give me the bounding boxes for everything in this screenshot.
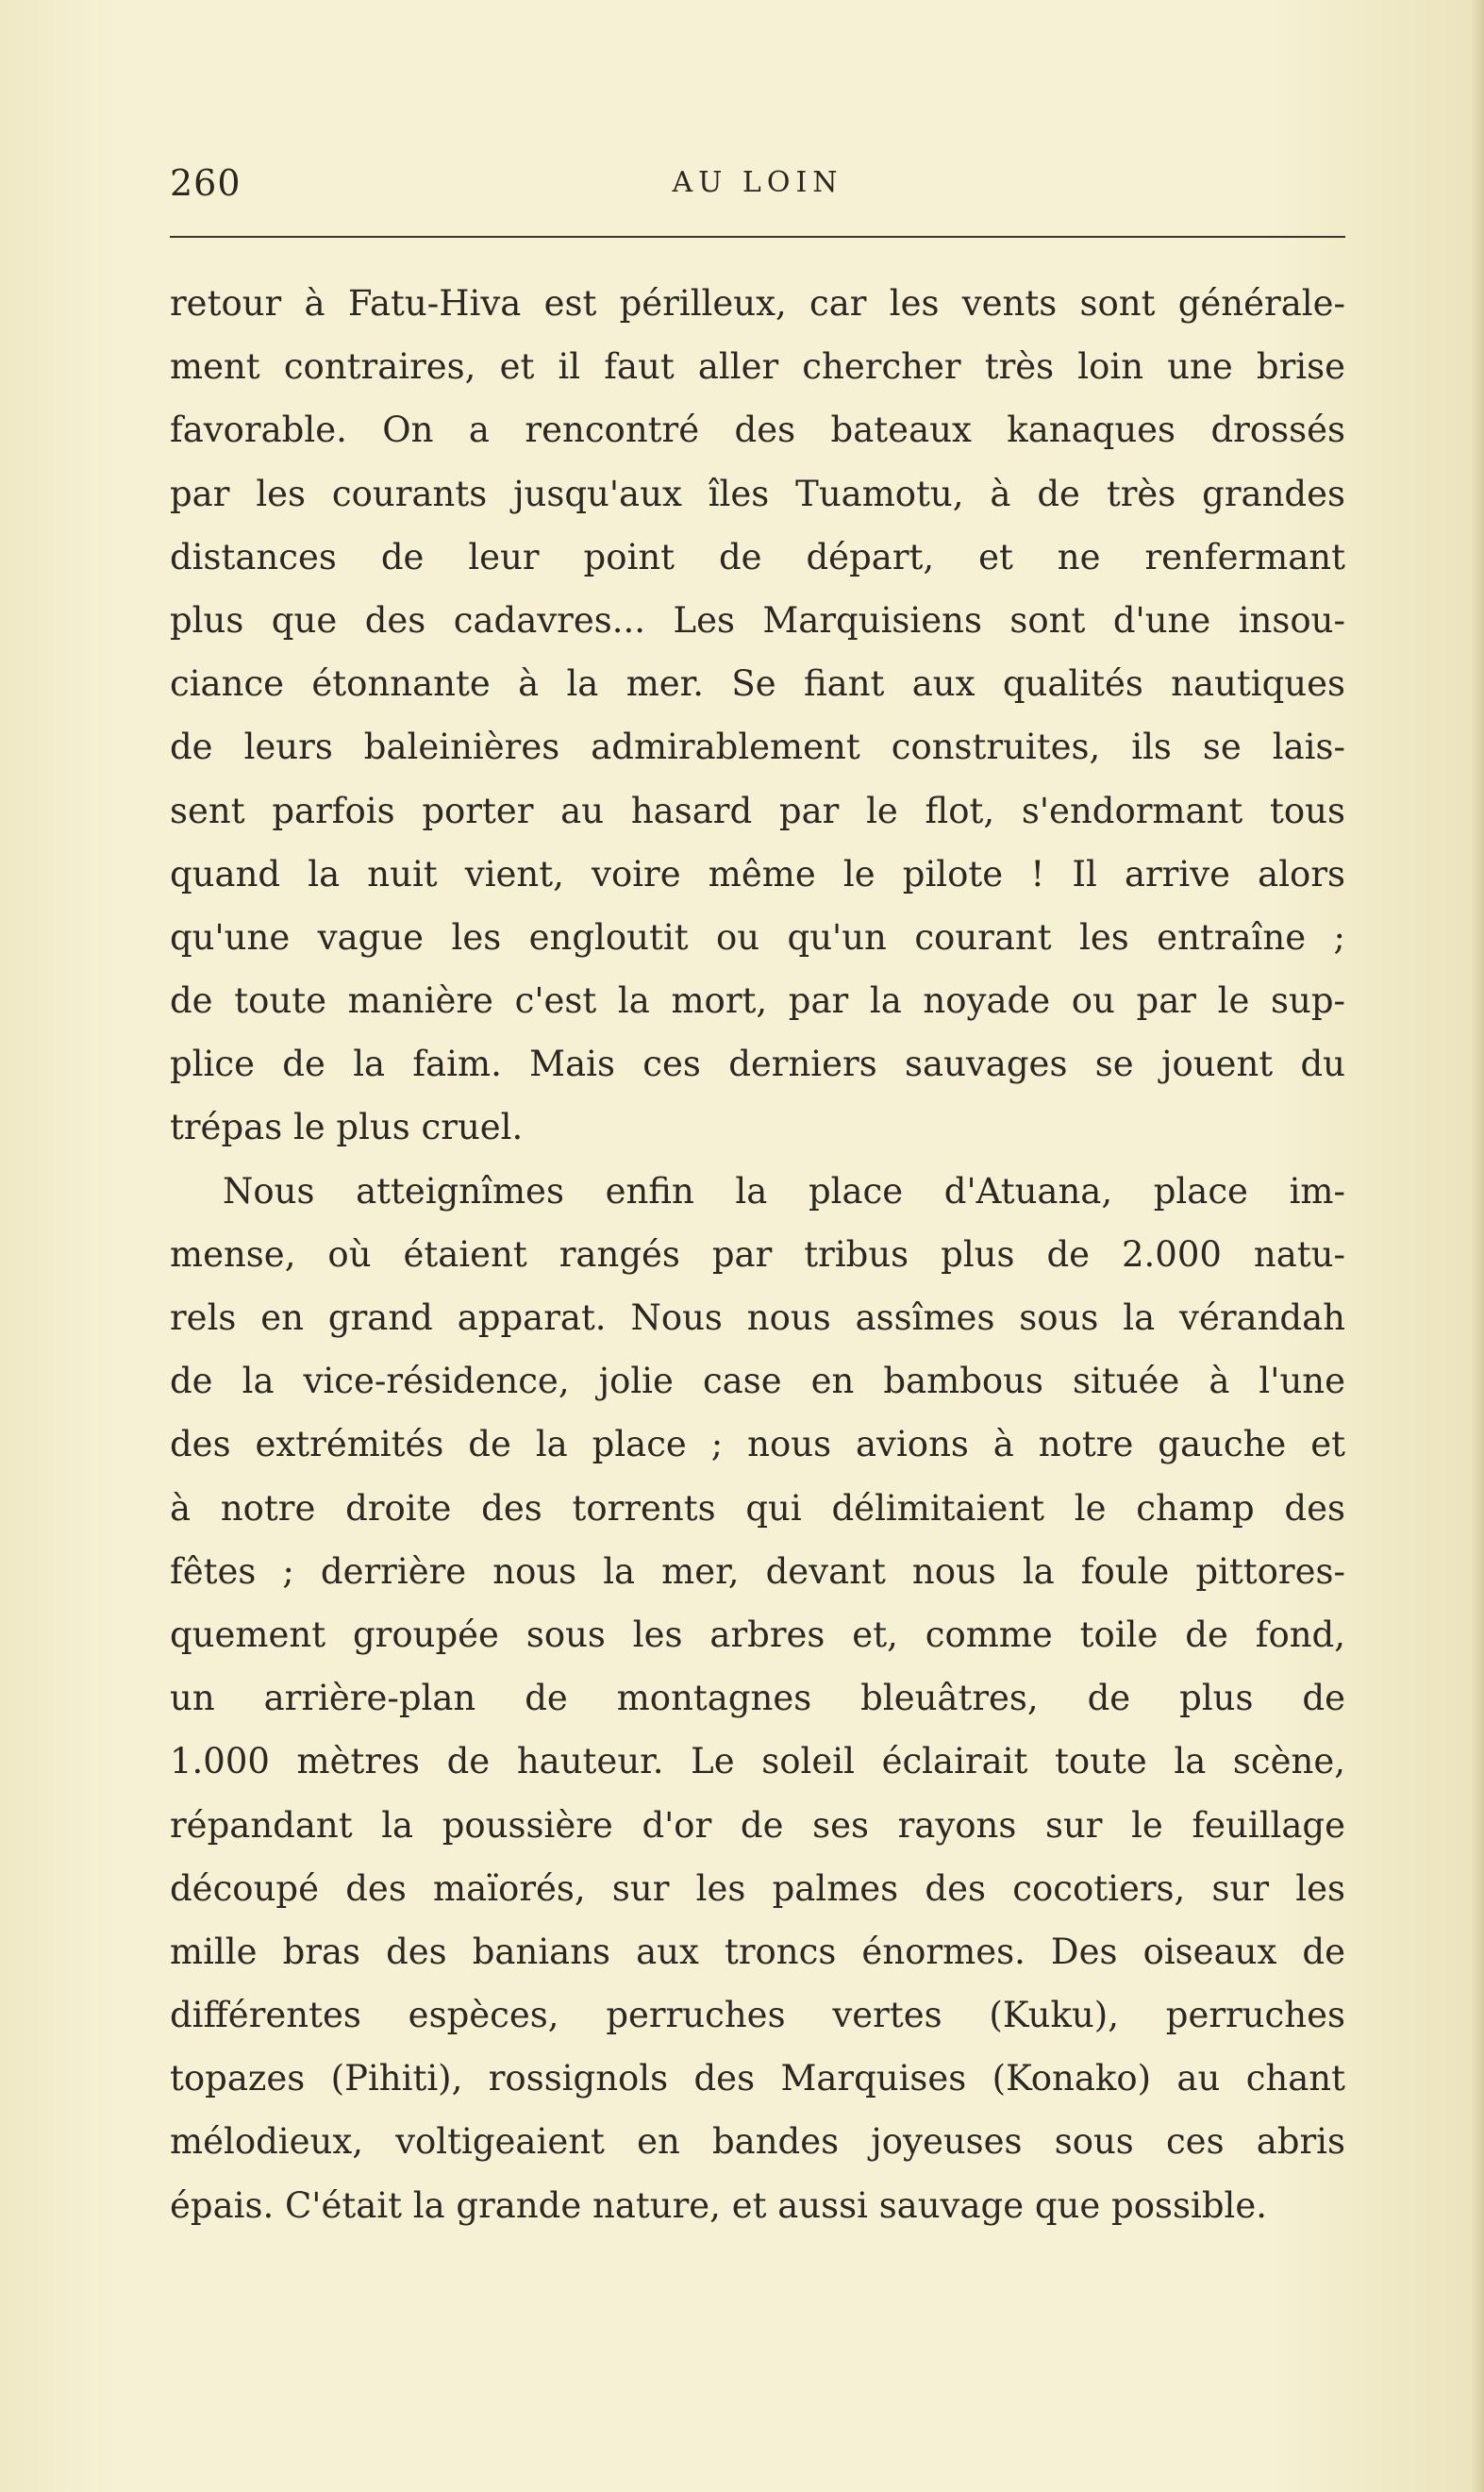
text-line: plus que des cadavres... Les Marquisiens sont d'une insou- <box>170 599 1345 641</box>
text-line: ciance étonnante à la mer. Se fiant aux qualités nautiques <box>170 663 1345 705</box>
text-line: quand la nuit vient, voire même le pilote ! Il arrive alors <box>170 853 1345 895</box>
body-text <box>170 272 1345 2237</box>
text-line: mélodieux, voltigeaient en bandes joyeuses sous ces abris <box>170 2121 1345 2163</box>
text-line: de toute manière c'est la mort, par la noyade ou par le sup- <box>170 980 1345 1022</box>
page-number: 260 <box>170 162 242 204</box>
text-line: plice de la faim. Mais ces derniers sauvages se jouent du <box>170 1044 1345 1085</box>
running-title: AU LOIN <box>672 166 843 199</box>
text-line: de leurs baleinières admirablement construites, ils se lais- <box>170 727 1345 768</box>
text-line: fêtes ; derrière nous la mer, devant nous la foule pittores- <box>170 1550 1345 1592</box>
header-rule <box>170 236 1345 238</box>
text-line: distances de leur point de départ, et ne renfermant <box>170 536 1345 577</box>
text-line: rels en grand apparat. Nous nous assîmes sous la vérandah <box>170 1297 1345 1338</box>
paragraph-end-line: épais. C'était la grande nature, et aussi sauvage que possible. <box>170 2184 1267 2226</box>
page-header <box>170 162 1345 209</box>
text-line: répandant la poussière d'or de ses rayons sur le feuillage <box>170 1804 1345 1846</box>
text-line: découpé des maïorés, sur les palmes des cocotiers, sur les <box>170 1867 1345 1909</box>
paragraph-start-line: Nous atteignîmes enfin la place d'Atuana, place im- <box>223 1170 1345 1212</box>
text-line: mense, où étaient rangés par tribus plus de 2.000 natu- <box>170 1233 1345 1275</box>
page-edge-shadow <box>1471 0 1484 2492</box>
text-line: quement groupée sous les arbres et, comme toile de fond, <box>170 1614 1345 1655</box>
text-line: topazes (Pihiti), rossignols des Marquises (Konako) au chant <box>170 2058 1345 2099</box>
text-line: ment contraires, et il faut aller chercher très loin une brise <box>170 346 1345 388</box>
text-line: par les courants jusqu'aux îles Tuamotu, à de très grandes <box>170 473 1345 514</box>
text-line: mille bras des banians aux troncs énormes. Des oiseaux de <box>170 1931 1345 1972</box>
text-line: à notre droite des torrents qui délimitaient le champ des <box>170 1487 1345 1529</box>
text-line: sent parfois porter au hasard par le flot, s'endormant tous <box>170 790 1345 831</box>
text-line: qu'une vague les engloutit ou qu'un courant les entraîne ; <box>170 916 1345 958</box>
text-line: favorable. On a rencontré des bateaux kanaques drossés <box>170 410 1345 451</box>
text-line: différentes espèces, perruches vertes (Kuku), perruches <box>170 1995 1345 2036</box>
paragraph-end-line: trépas le plus cruel. <box>170 1107 524 1148</box>
text-line: des extrémités de la place ; nous avions à notre gauche et <box>170 1424 1345 1465</box>
text-line: de la vice-résidence, jolie case en bambous située à l'une <box>170 1361 1345 1402</box>
text-line: un arrière-plan de montagnes bleuâtres, de plus de <box>170 1678 1345 1719</box>
text-line: 1.000 mètres de hauteur. Le soleil éclairait toute la scène, <box>170 1741 1345 1782</box>
text-line: retour à Fatu-Hiva est périlleux, car les vents sont générale- <box>170 283 1345 324</box>
